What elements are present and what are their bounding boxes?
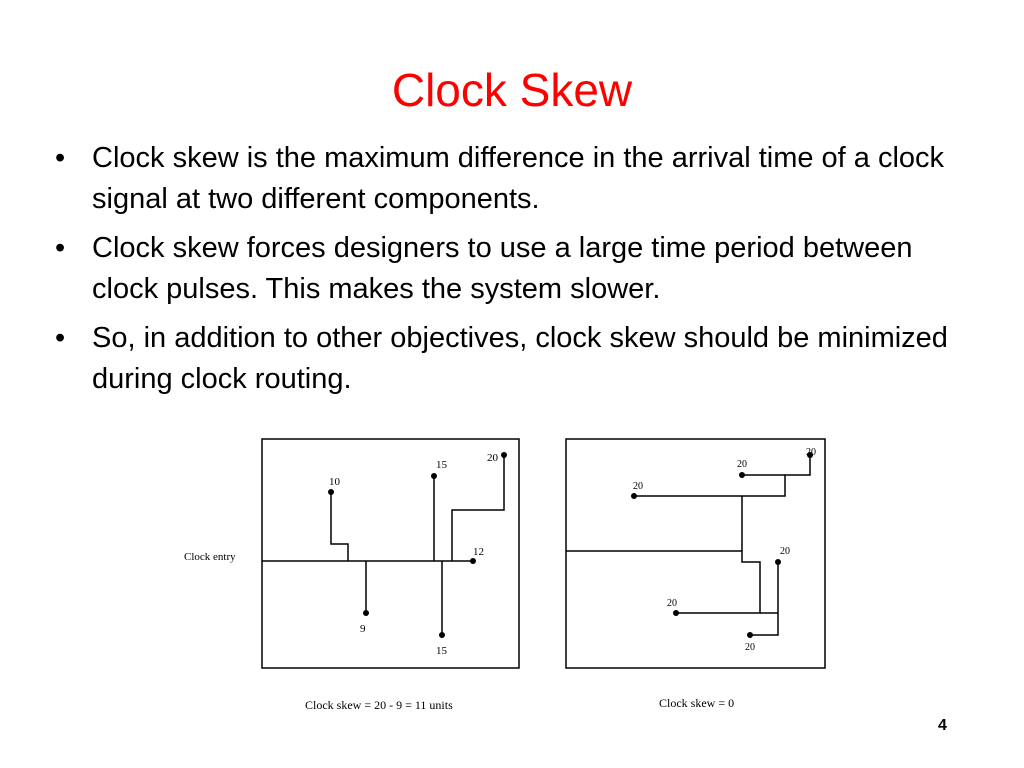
wire-to-sink-right-pair: [760, 562, 778, 613]
sink-dot: [739, 472, 745, 478]
sink-label: 15: [436, 459, 447, 471]
clock-entry-label: Clock entry: [184, 551, 236, 563]
sink-label: 20: [745, 642, 755, 653]
sink-label: 15: [436, 645, 447, 657]
sink-dot: [631, 493, 637, 499]
left-sink-dots: [328, 452, 507, 638]
bullet-dot-icon: •: [55, 142, 66, 174]
bullet-text: Clock skew forces designers to use a large time period between clock pulses. This makes the system slower.: [92, 232, 913, 305]
left-diagram-caption: Clock skew = 20 - 9 = 11 units: [305, 698, 453, 712]
sink-label: 20: [667, 598, 677, 609]
sink-dot: [775, 559, 781, 565]
sink-label: 9: [360, 623, 366, 635]
sink-dot: [673, 610, 679, 616]
right-diagram-caption: Clock skew = 0: [659, 696, 735, 710]
sink-label: 10: [329, 476, 340, 488]
sink-label: 20: [487, 452, 498, 464]
slide-title: Clock Skew: [391, 64, 633, 116]
sink-dot: [501, 452, 507, 458]
page-number: 4: [938, 717, 947, 734]
sink-dot: [439, 632, 445, 638]
sink-dot: [363, 610, 369, 616]
wire-to-sink-bottom: [750, 613, 778, 635]
left-sink-labels: [329, 452, 499, 657]
clock-entry-wire: [566, 551, 760, 613]
sink-label: 12: [473, 546, 484, 558]
sink-label: 20: [633, 481, 643, 492]
sink-dot: [328, 489, 334, 495]
sink-label: 20: [780, 546, 790, 557]
bullet-dot-icon: •: [55, 232, 66, 264]
bullet-text: So, in addition to other objectives, clock skew should be minimized during clock routing.: [92, 322, 948, 395]
wire-to-sink-10: [331, 492, 348, 561]
sink-dot: [747, 632, 753, 638]
sink-label: 20: [806, 447, 816, 458]
bullet-dot-icon: •: [55, 322, 66, 354]
sink-dot: [431, 473, 437, 479]
sink-label: 20: [737, 459, 747, 470]
sink-dot: [470, 558, 476, 564]
bullet-text: Clock skew is the maximum difference in the arrival time of a clock signal at two different components.: [92, 142, 945, 215]
right-sink-labels: [633, 447, 816, 653]
